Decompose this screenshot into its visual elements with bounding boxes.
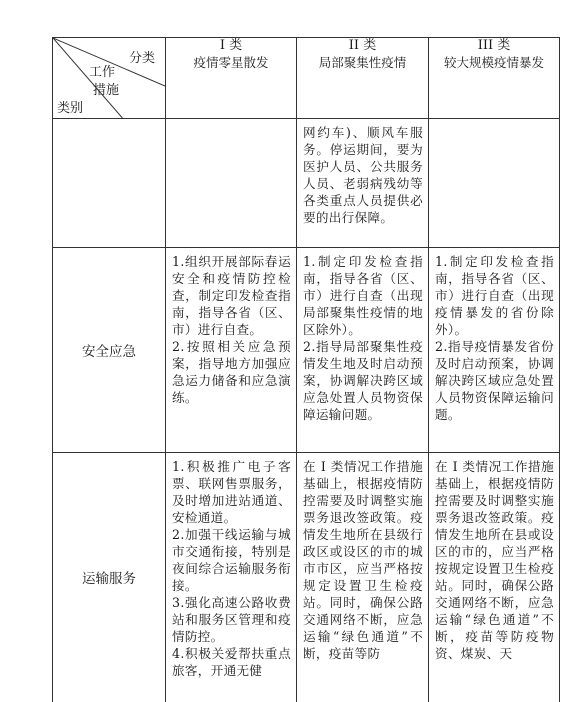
cell-paragraph: 2.加强干线运输与城市交通衔接，特别是夜间综合运输服务衔接。 (172, 527, 291, 593)
column-roman: III 类 (477, 38, 511, 53)
header-row (53, 38, 560, 119)
table-cell (297, 119, 429, 248)
column-name: 局部聚集性疫情 (318, 55, 407, 70)
table-cell (166, 119, 297, 248)
table-row (53, 453, 560, 702)
table-cell (166, 453, 297, 702)
row-label: 运输服务 (53, 453, 166, 702)
column-header-class-1 (166, 38, 297, 119)
row-label: 安全应急 (53, 248, 166, 453)
table-row (53, 248, 560, 453)
table-cell (429, 119, 560, 248)
column-roman: I 类 (219, 38, 243, 53)
cell-paragraph: 2.按照相关应急预案，指导地方加强应急运力储备和应急演练。 (172, 339, 291, 405)
cell-paragraph: 网约车)、顺风车服务。停运期间，要为医护人员、公共服务人员、老弱病残幼等各类重点人员提供必要的出行保障。 (303, 125, 423, 225)
column-roman: II 类 (348, 38, 377, 53)
cell-paragraph: 4.积极关爱帮扶重点旅客，开通无健 (172, 646, 291, 678)
table-cell (297, 453, 429, 702)
table-cell (429, 248, 560, 453)
row-label (53, 119, 166, 248)
cell-paragraph: 1.制定印发检查指南，指导各省（区、市）进行自查（出现局部聚集性疫情的地区除外）。 (303, 254, 423, 337)
measures-label: 措施 (93, 83, 120, 98)
cell-paragraph: 2.指导疫情暴发省份及时启动预案，协调解决跨区域应急处置人员物资保障运输问题。 (435, 339, 554, 422)
cell-paragraph: 1.制定印发检查指南，指导各省（区、市）进行自查（出现疫情暴发的省份除外）。 (435, 254, 554, 337)
work-label: 工作 (89, 65, 116, 80)
cell-paragraph: 在 I 类情况工作措施基础上，根据疫情防控需要及时调整实施票务退改签政策。疫情发生地所在县级行政区或设区的市的城市市区，应当严格按规定设置卫生检疫站。同时，确保公路交通网络不断，应急运输“绿色通道”不断，疫苗等防 (303, 459, 423, 661)
column-header-class-2 (297, 38, 429, 119)
measures-table (52, 37, 560, 702)
cell-paragraph: 3.强化高速公路收费站和服务区管理和疫情防控。 (172, 595, 291, 644)
category-label: 分类 (128, 51, 155, 66)
column-header-class-3 (429, 38, 560, 119)
table-cell (297, 248, 429, 453)
table-cell (429, 453, 560, 702)
cell-paragraph: 在 I 类情况工作措施基础上，根据疫情防控需要及时调整实施票务退改签政策。疫情发生地所在县或设区的市的，应当严格按规定设置卫生检疫站。同时，确保公路交通网络不断，应急运输“绿色通道”不断，疫苗等防疫物资、煤炭、天 (435, 459, 554, 661)
table-cell (166, 248, 297, 453)
column-name: 较大规模疫情暴发 (443, 55, 544, 70)
cell-paragraph: 2.指导局部聚集性疫情发生地及时启动预案，协调解决跨区域应急处置人员物资保障运输问题。 (303, 339, 423, 422)
column-name: 疫情零星散发 (193, 55, 269, 70)
table-row (53, 119, 560, 248)
diagonal-header-cell (53, 38, 166, 119)
cell-paragraph: 1.积极推广电子客票、联网售票服务，及时增加进站通道、安检通道。 (172, 459, 291, 525)
type-label: 类别 (57, 101, 84, 116)
cell-paragraph: 1.组织开展部际春运安全和疫情防控检查，制定印发检查指南，指导各省（区、市）进行自查。 (172, 254, 291, 337)
